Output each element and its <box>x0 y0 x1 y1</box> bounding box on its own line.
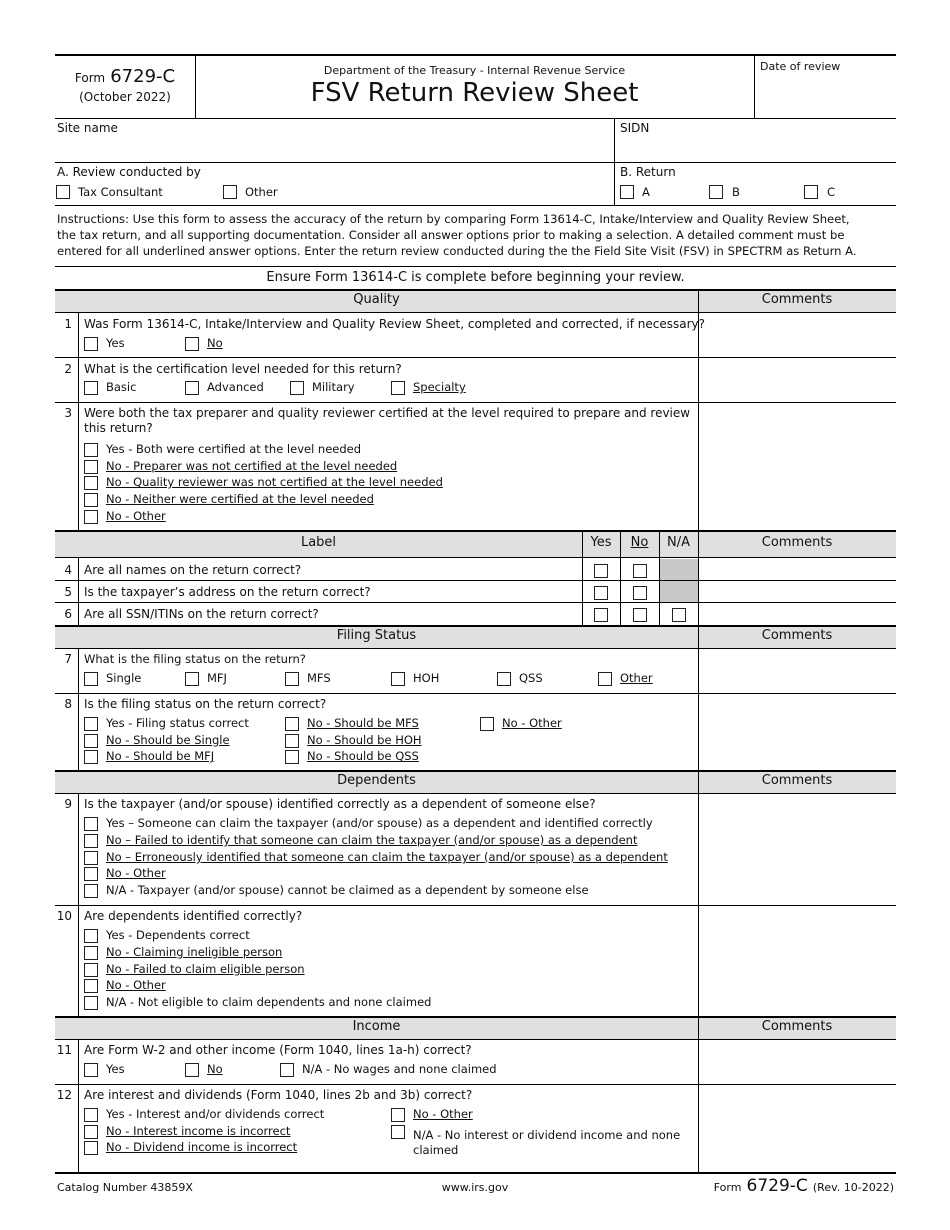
q12-option-checkbox[interactable] <box>84 1141 98 1155</box>
other-reviewer-checkbox[interactable] <box>223 185 237 199</box>
question-number: 9 <box>64 797 72 811</box>
agency-name: Department of the Treasury - Internal Revenue Service <box>323 64 626 77</box>
instructions-line: the tax return, and all supporting documentation. Consider all answer options prior to making a selection. A detailed comment must be <box>57 228 845 242</box>
option-label: No - Dividend income is incorrect <box>106 1140 298 1154</box>
question-number: 4 <box>64 563 72 577</box>
question-number: 8 <box>64 697 72 711</box>
option-label: No - Should be Single <box>106 733 230 747</box>
q4-comments-field[interactable] <box>700 559 895 580</box>
comments-divider <box>698 1017 699 1172</box>
q2-comments-field[interactable] <box>700 358 895 401</box>
return-a-label: A <box>642 185 650 199</box>
question-number: 3 <box>64 406 72 420</box>
q9-option-checkbox[interactable] <box>84 834 98 848</box>
q2-military-checkbox[interactable] <box>290 381 304 395</box>
option-label: Basic <box>106 380 137 394</box>
q10-option-checkbox[interactable] <box>84 996 98 1010</box>
catalog-number: Catalog Number 43859X <box>57 1181 193 1194</box>
comments-divider <box>698 626 699 770</box>
option-label: No - Other <box>502 716 562 730</box>
option-label: N/A - Not eligible to claim dependents and none claimed <box>106 995 432 1009</box>
header-bottom-rule <box>55 118 896 119</box>
footer-rev: (Rev. 10-2022) <box>812 1181 894 1194</box>
q5-comments-field[interactable] <box>700 581 895 602</box>
yes-column-header: Yes <box>590 535 612 550</box>
label-title: Label <box>300 535 337 550</box>
q8-option-checkbox[interactable] <box>285 734 299 748</box>
q10-option-checkbox[interactable] <box>84 946 98 960</box>
no-column-header: No <box>630 535 649 550</box>
option-label: N/A - No interest or dividend income and none <box>413 1128 681 1142</box>
top-rule <box>55 54 896 56</box>
option-label: No - Quality reviewer was not certified at the level needed <box>106 475 443 489</box>
yes-col-divider <box>582 531 583 625</box>
option-label: No - Interest income is incorrect <box>106 1124 291 1138</box>
question-text: Are dependents identified correctly? <box>84 909 303 923</box>
option-label: No - Preparer was not certified at the level needed <box>106 459 398 473</box>
comments-title: Comments <box>761 628 833 643</box>
q7-hoh-checkbox[interactable] <box>391 672 405 686</box>
comments-divider <box>698 531 699 625</box>
quality-title: Quality <box>353 292 400 307</box>
q12-option-checkbox[interactable] <box>84 1125 98 1139</box>
option-label: Yes – Someone can claim the taxpayer (and/or spouse) as a dependent and identified correctly <box>106 816 653 830</box>
option-label: Yes - Interest and/or dividends correct <box>106 1107 325 1121</box>
q4-yes-checkbox[interactable] <box>594 564 608 578</box>
q12-option-checkbox[interactable] <box>391 1125 405 1139</box>
sidn-label: SIDN <box>620 121 650 135</box>
q8-option-checkbox[interactable] <box>480 717 494 731</box>
income-title: Income <box>352 1019 401 1034</box>
option-label: No <box>207 336 223 350</box>
na-column-header: N/A <box>667 535 690 550</box>
number-divider <box>78 558 79 625</box>
option-label: Military <box>312 380 355 394</box>
q10-comments-field[interactable] <box>700 906 895 1015</box>
option-label: Specialty <box>413 380 466 394</box>
option-label: Other <box>620 671 653 685</box>
option-label: Yes - Both were certified at the level needed <box>106 442 362 456</box>
site-name-field[interactable] <box>57 136 612 160</box>
q7-comments-field[interactable] <box>700 650 895 692</box>
question-number: 10 <box>56 909 72 923</box>
option-label: MFS <box>307 671 331 685</box>
option-label: No – Erroneously identified that someone can claim the taxpayer (and/or spouse) as a dependent <box>106 850 668 864</box>
option-label: MFJ <box>207 671 227 685</box>
question-text: Is the taxpayer (and/or spouse) identified correctly as a dependent of someone else? <box>84 797 596 811</box>
question-text: this return? <box>84 421 153 435</box>
q8-option-checkbox[interactable] <box>84 734 98 748</box>
footer-form-id <box>690 1176 894 1196</box>
bottom-rule <box>55 1172 896 1174</box>
form-number: 6729-C <box>110 66 176 87</box>
form-date: (October 2022) <box>79 90 171 104</box>
instructions-rule <box>55 266 896 267</box>
q8-comments-field[interactable] <box>700 694 895 769</box>
q7-qss-checkbox[interactable] <box>497 672 511 686</box>
q12-option-checkbox[interactable] <box>391 1108 405 1122</box>
site-name-label: Site name <box>57 121 118 135</box>
q1-comments-field[interactable] <box>700 314 895 356</box>
other-reviewer-label: Other <box>245 185 278 199</box>
instructions-line: Instructions: Use this form to assess the accuracy of the return by comparing Form 13614-C, Intake/Interview and Quality Review Sheet, <box>57 212 850 226</box>
q9-option-checkbox[interactable] <box>84 884 98 898</box>
return-c-checkbox[interactable] <box>804 185 818 199</box>
option-label: N/A - Taxpayer (and/or spouse) cannot be claimed as a dependent by someone else <box>106 883 589 897</box>
return-label: B. Return <box>620 165 676 179</box>
instructions-line: entered for all underlined answer options. Enter the return review conducted during the the Field Site Visit (FSV) in SPECTRM as Return A. <box>57 244 857 258</box>
footer-form-number: 6729-C <box>746 1176 808 1196</box>
q12-option-checkbox[interactable] <box>84 1108 98 1122</box>
option-label: No - Other <box>413 1107 473 1121</box>
option-label: No - Should be MFJ <box>106 749 215 763</box>
website-link[interactable]: www.irs.gov <box>441 1181 509 1194</box>
option-label: No - Should be HOH <box>307 733 422 747</box>
option-label: Single <box>106 671 142 685</box>
q9-option-checkbox[interactable] <box>84 851 98 865</box>
q9-option-checkbox[interactable] <box>84 867 98 881</box>
q9-option-checkbox[interactable] <box>84 817 98 831</box>
number-divider <box>78 1040 79 1172</box>
return-c-label: C <box>827 185 836 199</box>
option-label: Yes <box>106 336 125 350</box>
option-label: No - Failed to claim eligible person <box>106 962 305 976</box>
q5-no-checkbox[interactable] <box>633 586 647 600</box>
comments-divider <box>698 771 699 1016</box>
tax-consultant-label: Tax Consultant <box>78 185 163 199</box>
q4-no-checkbox[interactable] <box>633 564 647 578</box>
q2-specialty-checkbox[interactable] <box>391 381 405 395</box>
return-a-checkbox[interactable] <box>620 185 634 199</box>
option-label: No - Neither were certified at the level needed <box>106 492 374 506</box>
q3-option-checkbox[interactable] <box>84 476 98 490</box>
q8-option-checkbox[interactable] <box>285 750 299 764</box>
site-rule <box>55 162 896 163</box>
q6-yes-checkbox[interactable] <box>594 608 608 622</box>
q12-comments-field[interactable] <box>700 1085 895 1171</box>
question-number: 2 <box>64 362 72 376</box>
ensure-note: Ensure Form 13614-C is complete before beginning your review. <box>266 270 685 285</box>
date-of-review-field[interactable] <box>756 76 894 116</box>
question-text: Is the filing status on the return correct? <box>84 697 327 711</box>
sidn-field[interactable] <box>620 136 894 160</box>
number-divider <box>78 649 79 770</box>
q8-option-checkbox[interactable] <box>285 717 299 731</box>
q3-comments-field[interactable] <box>700 403 895 529</box>
question-text: Are Form W-2 and other income (Form 1040, lines 1a-h) correct? <box>84 1043 472 1057</box>
number-divider <box>78 313 79 530</box>
question-text: Were both the tax preparer and quality reviewer certified at the level required to prepare and review <box>84 406 691 420</box>
q9-comments-field[interactable] <box>700 795 895 904</box>
option-label: No - Other <box>106 978 166 992</box>
q10-option-checkbox[interactable] <box>84 963 98 977</box>
option-label: No <box>207 1062 223 1076</box>
review-conducted-label: A. Review conducted by <box>57 165 201 179</box>
option-label: No - Other <box>106 509 166 523</box>
q8-option-checkbox[interactable] <box>84 717 98 731</box>
comments-title: Comments <box>761 773 833 788</box>
question-text: What is the certification level needed for this return? <box>84 362 402 376</box>
q3-option-checkbox[interactable] <box>84 443 98 457</box>
footer-form-label: Form <box>713 1181 742 1194</box>
question-number: 12 <box>56 1088 72 1102</box>
comments-title: Comments <box>761 535 833 550</box>
q11-no-checkbox[interactable] <box>185 1063 199 1077</box>
q7-single-checkbox[interactable] <box>84 672 98 686</box>
option-label: claimed <box>413 1143 459 1157</box>
option-label: No – Failed to identify that someone can claim the taxpayer (and/or spouse) as a dependent <box>106 833 638 847</box>
option-label: N/A - No wages and none claimed <box>302 1062 497 1076</box>
no-col-divider <box>620 531 621 625</box>
q3-option-checkbox[interactable] <box>84 510 98 524</box>
question-text: Was Form 13614-C, Intake/Interview and Quality Review Sheet, completed and corrected, if necessary? <box>84 317 705 331</box>
q3-option-checkbox[interactable] <box>84 460 98 474</box>
form-label: Form <box>74 71 106 85</box>
q10-option-checkbox[interactable] <box>84 979 98 993</box>
option-label: No - Claiming ineligible person <box>106 945 283 959</box>
q2-basic-checkbox[interactable] <box>84 381 98 395</box>
filing-status-title: Filing Status <box>336 628 417 643</box>
option-label: Yes - Dependents correct <box>106 928 250 942</box>
header-divider-right <box>754 55 755 118</box>
q1-yes-checkbox[interactable] <box>84 337 98 351</box>
option-label: No - Should be QSS <box>307 749 419 763</box>
site-bottom-rule <box>55 205 896 206</box>
question-text: Are interest and dividends (Form 1040, lines 2b and 3b) correct? <box>84 1088 473 1102</box>
q7-mfs-checkbox[interactable] <box>285 672 299 686</box>
page-title: FSV Return Review Sheet <box>310 78 639 108</box>
comments-title: Comments <box>761 1019 833 1034</box>
option-label: No - Should be MFS <box>307 716 419 730</box>
q8-option-checkbox[interactable] <box>84 750 98 764</box>
comments-title: Comments <box>761 292 833 307</box>
dependents-title: Dependents <box>337 773 416 788</box>
q7-mfj-checkbox[interactable] <box>185 672 199 686</box>
question-text: Is the taxpayer’s address on the return correct? <box>84 585 371 599</box>
q6-no-checkbox[interactable] <box>633 608 647 622</box>
option-label: HOH <box>413 671 440 685</box>
question-number: 7 <box>64 652 72 666</box>
website[interactable] <box>400 1181 550 1194</box>
q6-na-checkbox[interactable] <box>672 608 686 622</box>
q11-comments-field[interactable] <box>700 1041 895 1083</box>
q11-yes-checkbox[interactable] <box>84 1063 98 1077</box>
q5-yes-checkbox[interactable] <box>594 586 608 600</box>
q10-option-checkbox[interactable] <box>84 929 98 943</box>
option-label: QSS <box>519 671 543 685</box>
question-text: What is the filing status on the return? <box>84 652 306 666</box>
date-of-review-label: Date of review <box>760 60 841 73</box>
question-number: 6 <box>64 607 72 621</box>
return-b-label: B <box>732 185 740 199</box>
question-number: 1 <box>64 317 72 331</box>
question-text: Are all names on the return correct? <box>84 563 302 577</box>
q6-comments-field[interactable] <box>700 603 895 624</box>
q11-na-checkbox[interactable] <box>280 1063 294 1077</box>
question-number: 11 <box>56 1043 72 1057</box>
question-text: Are all SSN/ITINs on the return correct? <box>84 607 319 621</box>
option-label: No - Other <box>106 866 166 880</box>
q3-option-checkbox[interactable] <box>84 493 98 507</box>
q2-advanced-checkbox[interactable] <box>185 381 199 395</box>
tax-consultant-checkbox[interactable] <box>56 185 70 199</box>
q1-no-checkbox[interactable] <box>185 337 199 351</box>
return-b-checkbox[interactable] <box>709 185 723 199</box>
instructions <box>57 211 857 259</box>
option-label: Yes <box>106 1062 125 1076</box>
question-number: 5 <box>64 585 72 599</box>
option-label: Yes - Filing status correct <box>106 716 249 730</box>
option-label: Advanced <box>207 380 264 394</box>
q7-other-checkbox[interactable] <box>598 672 612 686</box>
form-id <box>55 66 195 87</box>
